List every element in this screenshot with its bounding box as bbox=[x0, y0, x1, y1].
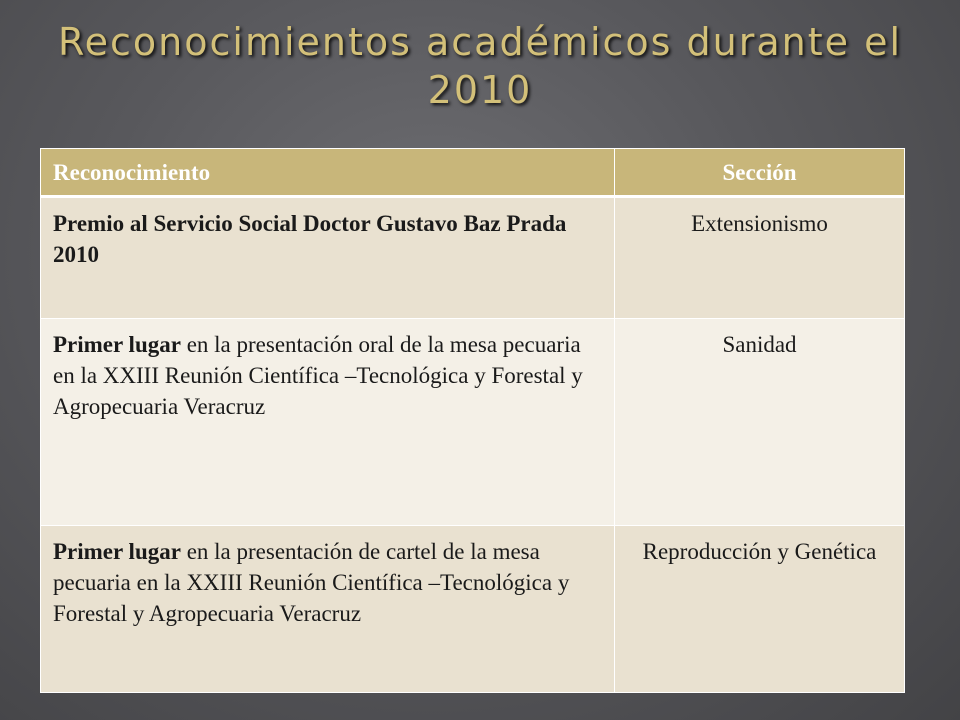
award-cell bbox=[41, 197, 615, 319]
award-bold-text: Primer lugar bbox=[53, 332, 181, 357]
award-cell bbox=[41, 526, 615, 693]
header-section: Sección bbox=[615, 149, 905, 197]
award-bold-text: Primer lugar bbox=[53, 539, 181, 564]
table-row bbox=[41, 197, 905, 319]
section-cell: Extensionismo bbox=[615, 197, 905, 319]
award-bold-text: Premio al Servicio Social Doctor Gustavo Baz Prada 2010 bbox=[53, 211, 567, 267]
section-cell: Sanidad bbox=[615, 319, 905, 526]
slide-title: Reconocimientos académicos durante el 2010 bbox=[57, 20, 903, 112]
table-header-row bbox=[41, 149, 905, 197]
awards-table bbox=[40, 148, 905, 693]
award-cell bbox=[41, 319, 615, 526]
award-text: en la presentación oral de la mesa pecuaria en la XXIII Reunión Científica –Tecnológica y Forestal y Agropecuaria Veracruz bbox=[53, 332, 583, 419]
table-row bbox=[41, 319, 905, 526]
section-cell: Reproducción y Genética bbox=[615, 526, 905, 693]
header-award: Reconocimiento bbox=[41, 149, 615, 197]
award-text: en la presentación de cartel de la mesa pecuaria en la XXIII Reunión Científica –Tecnológica y Forestal y Agropecuaria Veracruz bbox=[53, 539, 570, 626]
table-row bbox=[41, 526, 905, 693]
